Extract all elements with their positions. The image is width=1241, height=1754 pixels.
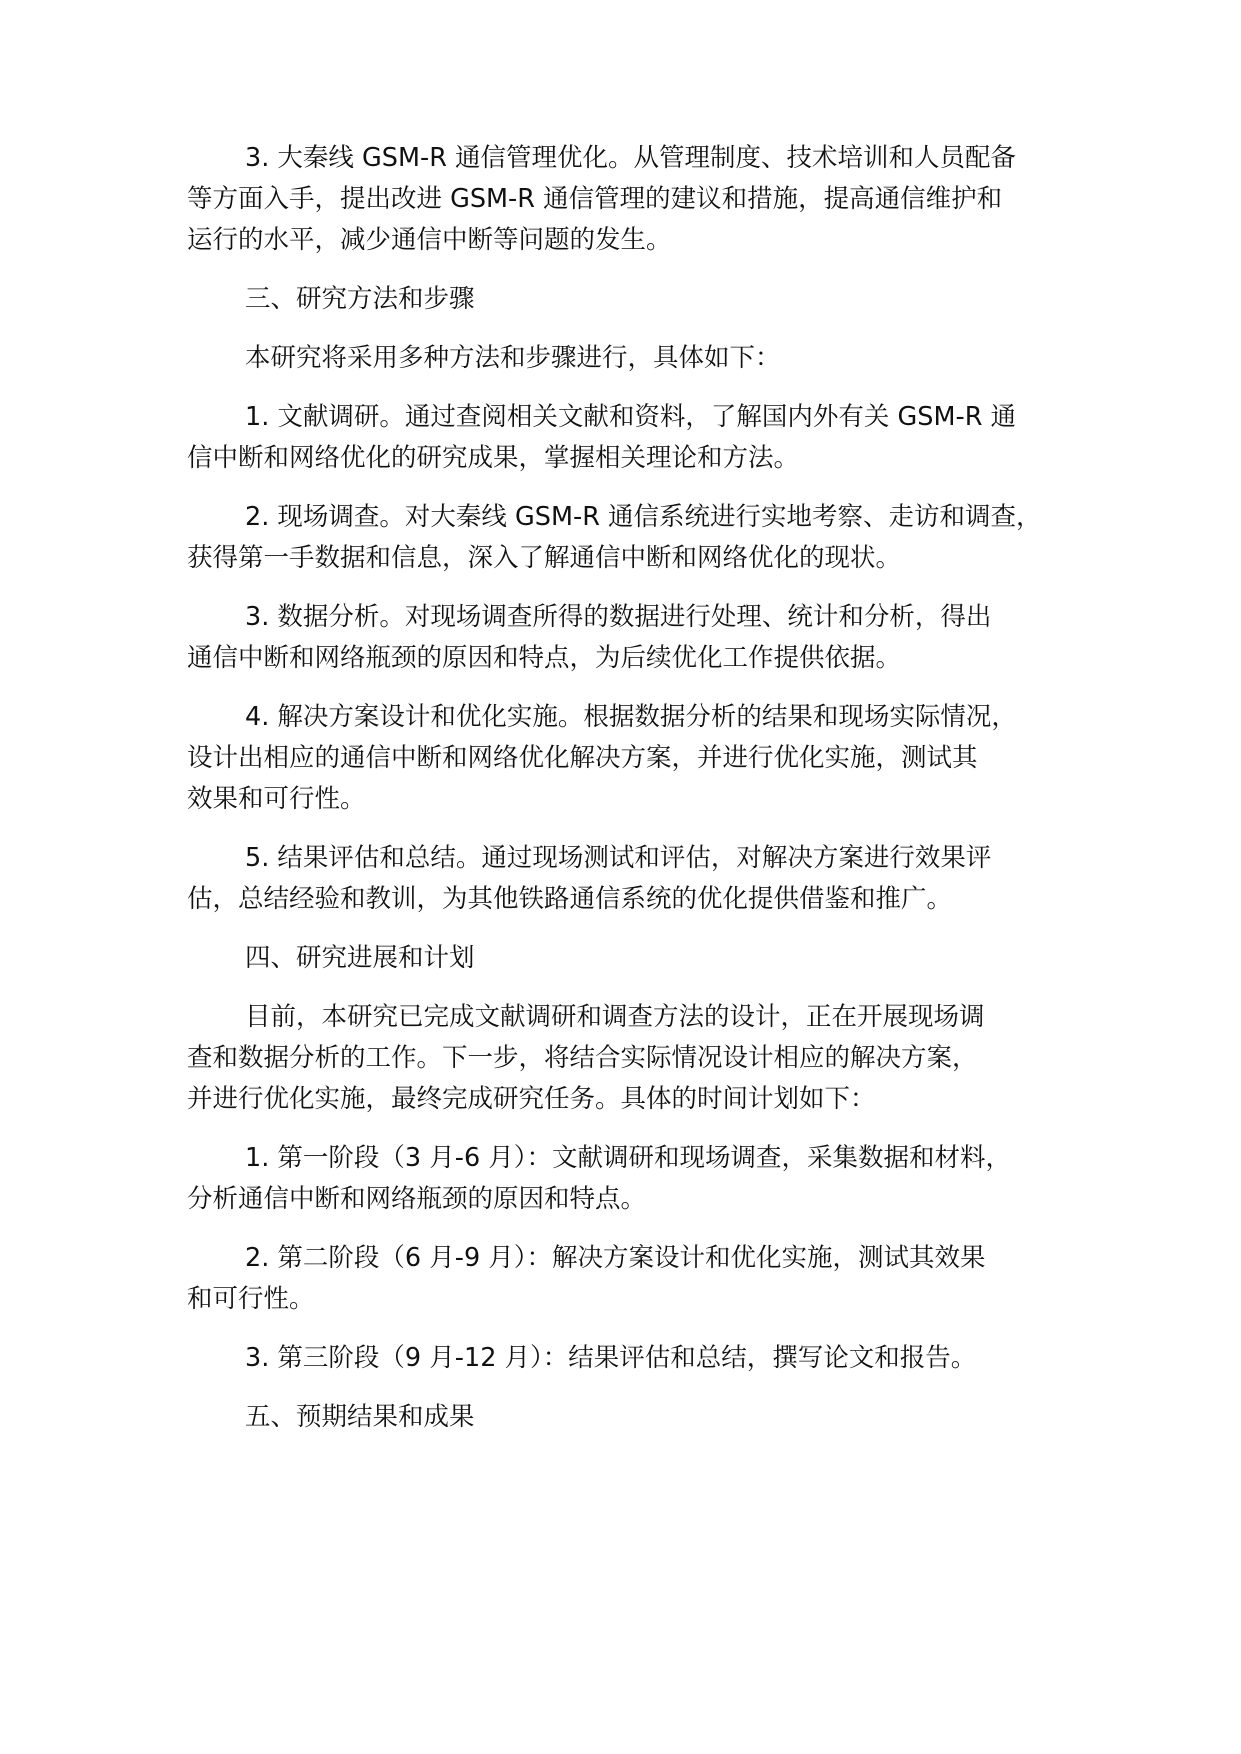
paragraph-line: 2. 第二阶段（6 月-9 月）：解决方案设计和优化实施，测试其效果	[245, 1243, 986, 1273]
paragraph-line: 1. 第一阶段（3 月-6 月）：文献调研和现场调查，采集数据和材料，	[245, 1143, 1012, 1173]
section-heading: 五、预期结果和成果	[245, 1402, 475, 1432]
paragraph-line: 分析通信中断和网络瓶颈的原因和特点。	[187, 1184, 647, 1214]
paragraph-line: 1. 文献调研。通过查阅相关文献和资料，了解国内外有关 GSM-R 通	[245, 402, 1017, 432]
paragraph-line: 本研究将采用多种方法和步骤进行，具体如下：	[245, 343, 781, 373]
paragraph-line: 3. 数据分析。对现场调查所得的数据进行处理、统计和分析，得出	[245, 602, 992, 632]
paragraph-line: 3. 第三阶段（9 月-12 月）：结果评估和总结，撰写论文和报告。	[245, 1343, 977, 1373]
paragraph-line: 4. 解决方案设计和优化实施。根据数据分析的结果和现场实际情况，	[245, 702, 1017, 732]
paragraph-line: 目前，本研究已完成文献调研和调查方法的设计，正在开展现场调	[245, 1002, 985, 1032]
paragraph-line: 效果和可行性。	[187, 784, 366, 814]
paragraph-line: 5. 结果评估和总结。通过现场测试和评估，对解决方案进行效果评	[245, 843, 992, 873]
paragraph-line: 通信中断和网络瓶颈的原因和特点，为后续优化工作提供依据。	[187, 643, 902, 673]
paragraph-line: 并进行优化实施，最终完成研究任务。具体的时间计划如下：	[187, 1084, 876, 1114]
paragraph-line: 2. 现场调查。对大秦线 GSM-R 通信系统进行实地考察、走访和调查，	[245, 502, 1042, 532]
paragraph-line: 查和数据分析的工作。下一步，将结合实际情况设计相应的解决方案，	[187, 1043, 978, 1073]
paragraph-line: 信中断和网络优化的研究成果，掌握相关理论和方法。	[187, 443, 800, 473]
paragraph-line: 获得第一手数据和信息，深入了解通信中断和网络优化的现状。	[187, 543, 902, 573]
paragraph-line: 等方面入手，提出改进 GSM-R 通信管理的建议和措施，提高通信维护和	[187, 184, 1003, 214]
paragraph-line: 3. 大秦线 GSM-R 通信管理优化。从管理制度、技术培训和人员配备	[245, 143, 1017, 173]
section-heading: 三、研究方法和步骤	[245, 284, 475, 314]
paragraph-line: 运行的水平，减少通信中断等问题的发生。	[187, 225, 672, 255]
section-heading: 四、研究进展和计划	[245, 943, 475, 973]
paragraph-line: 设计出相应的通信中断和网络优化解决方案，并进行优化实施，测试其	[187, 743, 978, 773]
paragraph-line: 和可行性。	[187, 1284, 315, 1314]
paragraph-line: 估，总结经验和教训，为其他铁路通信系统的优化提供借鉴和推广。	[187, 884, 953, 914]
